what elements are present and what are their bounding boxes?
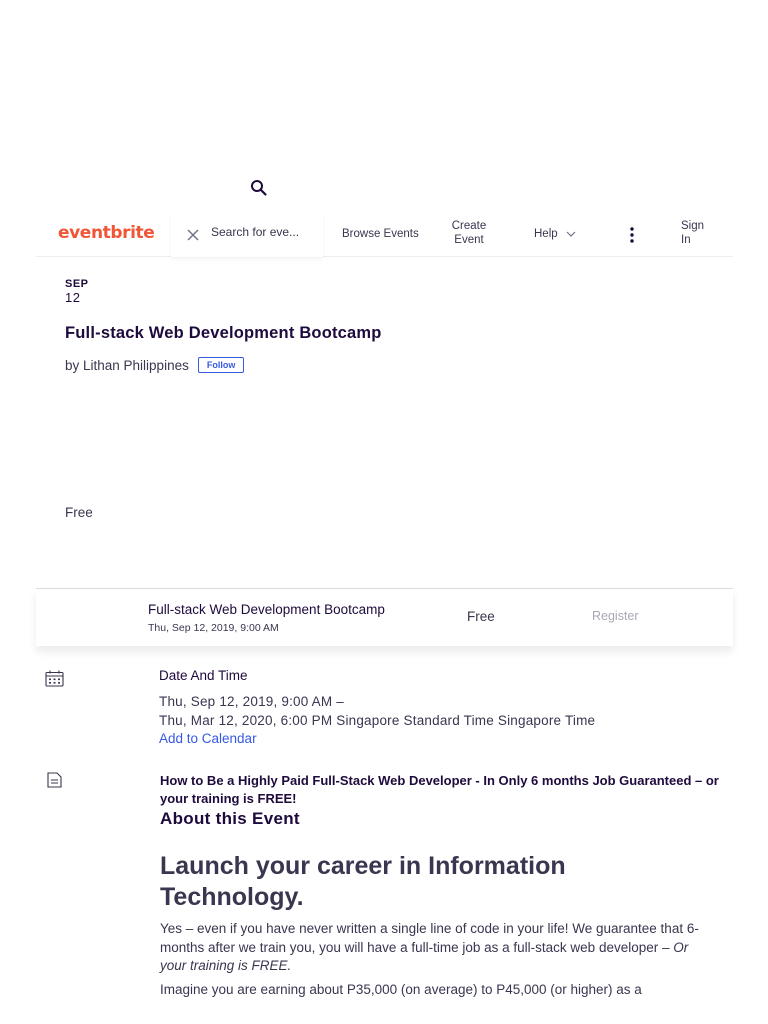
- register-button[interactable]: Register: [592, 609, 639, 623]
- date-time-end: Thu, Mar 12, 2020, 6:00 PM Singapore Standard Time Singapore Time: [159, 713, 596, 728]
- description-paragraph: [160, 920, 705, 976]
- date-time-start: Thu, Sep 12, 2019, 9:00 AM –: [159, 694, 344, 709]
- nav-create-event-line1: Create: [451, 220, 487, 232]
- organizer-name[interactable]: by Lithan Philippines: [65, 357, 189, 373]
- search-icon[interactable]: [250, 179, 268, 197]
- chevron-down-icon: [566, 231, 576, 237]
- description-next-line-text: Imagine you are earning about P35,000 (on average) to P45,000 (or higher) as a: [160, 982, 642, 997]
- follow-button[interactable]: Follow: [198, 357, 245, 373]
- event-month: SEP: [65, 278, 89, 290]
- event-title: Full-stack Web Development Bootcamp: [65, 324, 382, 342]
- description-heading: Launch your career in Information Technology.: [160, 852, 566, 911]
- nav-help-label: Help: [534, 228, 558, 240]
- description-emphasis: Or your training is FREE.: [160, 939, 689, 973]
- nav-sign-in[interactable]: [681, 219, 721, 247]
- date-time-label: Date And Time: [159, 668, 248, 683]
- site-header: [36, 213, 733, 257]
- event-summary: How to Be a Highly Paid Full-Stack Web Developer - In Only 6 months Job Guaranteed – or your training is FREE!: [160, 773, 719, 806]
- search-input[interactable]: [211, 225, 311, 239]
- nav-sign-in-line2: In: [681, 234, 691, 246]
- event-date-badge: [65, 278, 89, 305]
- nav-create-event-line2: Event: [454, 234, 484, 246]
- nav-browse-events[interactable]: Browse Events: [342, 228, 419, 240]
- description-next-line: [160, 982, 705, 1001]
- add-to-calendar-link[interactable]: Add to Calendar: [159, 731, 257, 746]
- close-icon[interactable]: [185, 227, 201, 243]
- calendar-icon: [45, 670, 64, 687]
- search-box: [171, 213, 323, 257]
- description-text: Yes – even if you have never written a single line of code in your life! We guarantee that 6-months after we train you, you will have a full-time job as a full-stack web developer –: [160, 921, 699, 955]
- more-vert-icon[interactable]: [628, 225, 636, 245]
- sticky-register-bar: [36, 588, 733, 646]
- document-icon: [47, 772, 62, 788]
- sticky-event-title: Full-stack Web Development Bootcamp: [148, 602, 385, 617]
- nav-create-event[interactable]: [445, 219, 493, 247]
- about-heading: About this Event: [160, 809, 300, 828]
- nav-help[interactable]: [534, 227, 576, 241]
- eventbrite-logo[interactable]: eventbrite: [58, 223, 155, 243]
- sticky-event-date: Thu, Sep 12, 2019, 9:00 AM: [148, 622, 279, 634]
- event-price: Free: [65, 505, 93, 520]
- organizer-line: [65, 357, 244, 373]
- sticky-price: Free: [467, 609, 495, 624]
- event-day: 12: [65, 290, 81, 305]
- nav-sign-in-line1: Sign: [681, 220, 705, 232]
